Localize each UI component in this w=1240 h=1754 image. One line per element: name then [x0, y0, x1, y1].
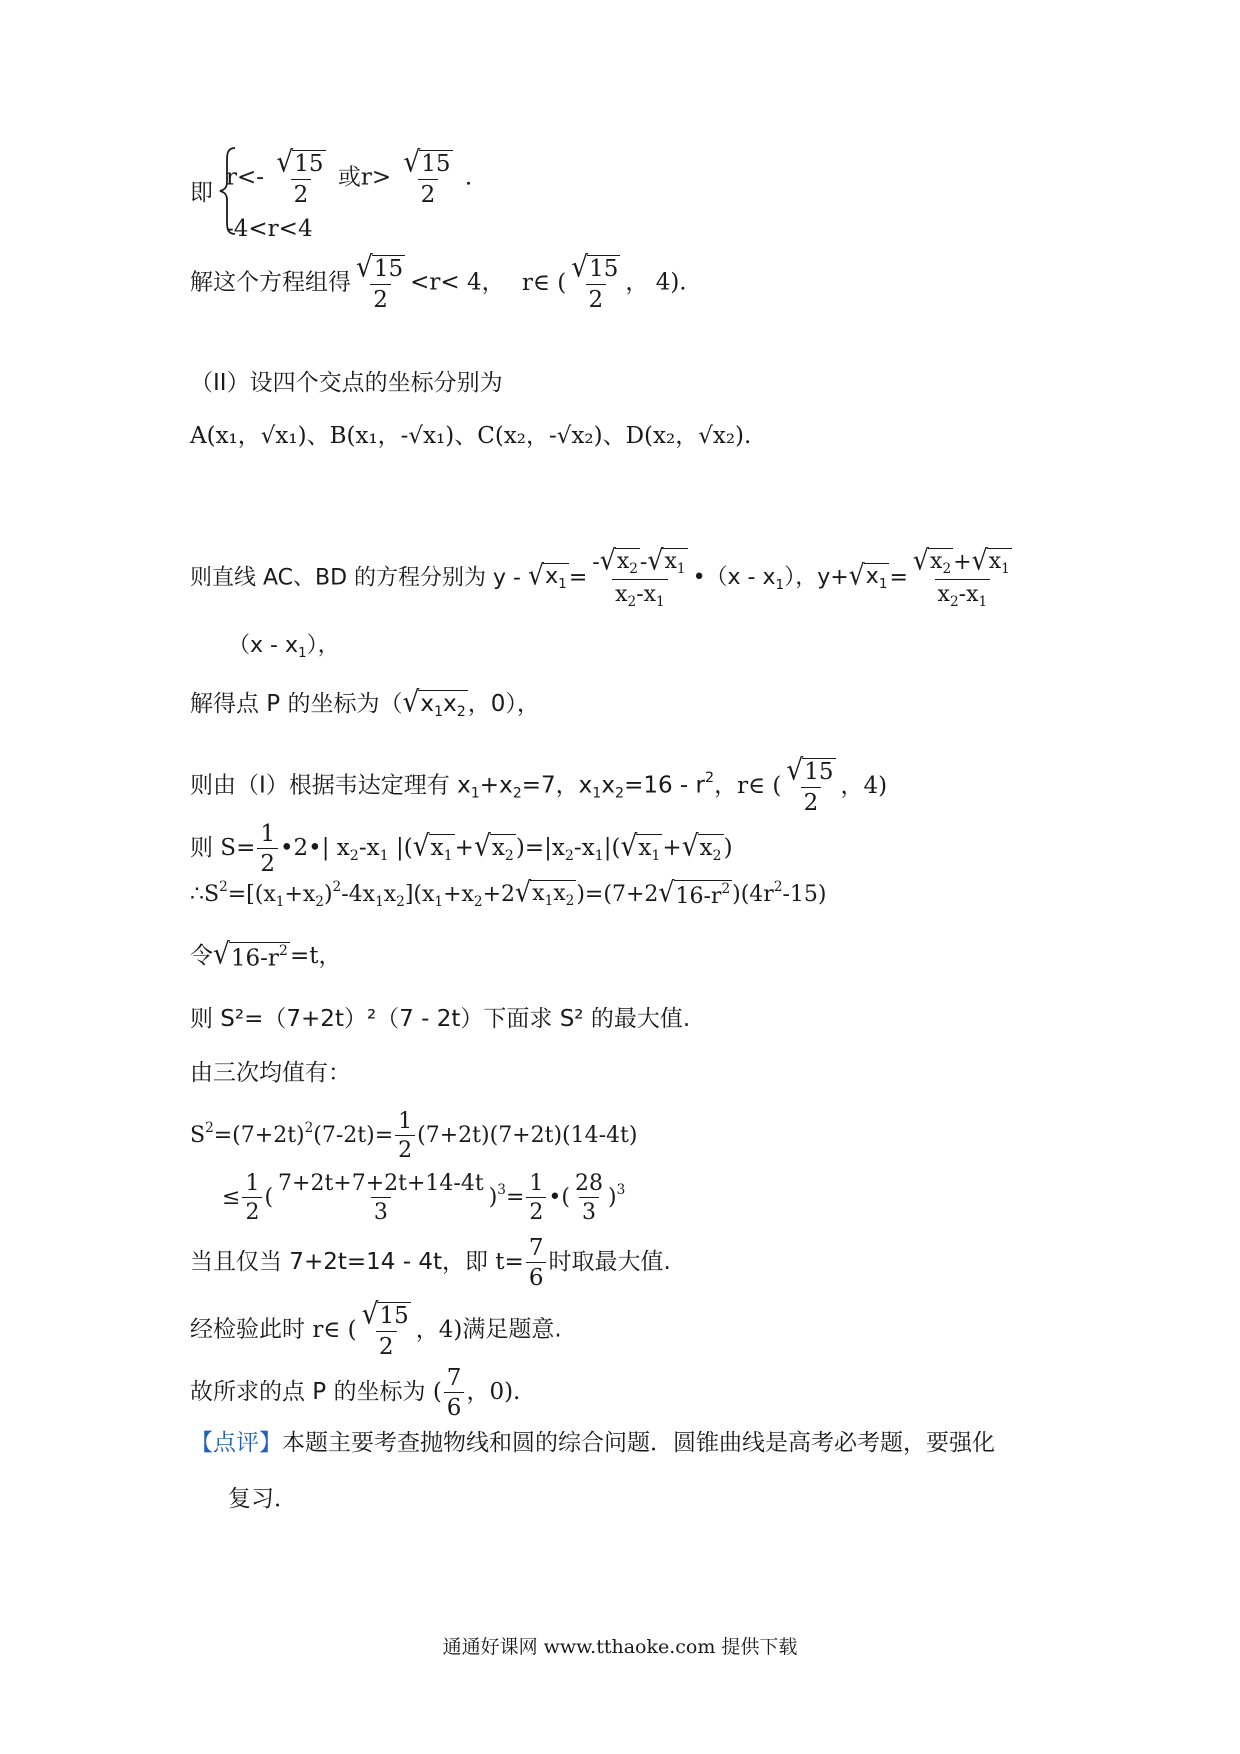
- lines-ac-bd: 则直线 AC、BD 的方程分别为 y - √ $x_1$ = - √ $x_2$ - √ $x_1$ $x_2-x_1$ •（x - $x_1$），y+ √ $x_1$ = √ $x_2$ + √ $x_1$ $x_2-x_1$: [190, 544, 1010, 610]
- amgm-step-2: ≤ $\frac{1}{2}$ ( $\frac{7+2t+7+2t+14-4t}{3}$ )$^3$= $\frac{1}{2}$ •( $\frac{28}{3}$ )$^3$: [222, 1171, 626, 1226]
- area-line: 则 S= $\frac{1}{2}$ •2•| $x_2-x_1$ |( √ $x_1$ + √ $x_2$ )$=|x_2-x_1|$( √ $x_1$ + √ $x_2$ ): [190, 821, 733, 878]
- p-coordinate: 解得点 P 的坐标为（ √ $x_1x_2$ ，0），: [190, 685, 540, 720]
- comment-cont: 复习．: [228, 1486, 297, 1512]
- check-line: 经检验此时 r∈ ( √ 15 2 ，4)满足题意.: [190, 1297, 562, 1361]
- footer: 通通好课网 www.tthaoke.com 提供下载: [442, 1636, 798, 1658]
- case-2: -4<r<4: [226, 216, 313, 242]
- solve-line: 解这个方程组得 √ 15 2 <r< 4， r∈ ( √ 15 2 ， 4).: [190, 250, 687, 314]
- case-1: r<- √ 15 2 或r> √ 15 2 .: [226, 145, 473, 209]
- comment: 【点评】本题主要考查抛物线和圆的综合问题．圆锥曲线是高考必考题，要强化: [190, 1430, 995, 1456]
- s2-in-t: 则 S²=（7+2t）²（7 - 2t）下面求 S² 的最大值.: [190, 1006, 691, 1032]
- amgm-step-1: $S^2=(7+2t)^2(7-2t)=$ $\frac{1}{2}$ (7+2t)(7+2t)(14-4t): [190, 1109, 638, 1164]
- lines-ac-bd-cont: $(x - x_1)$，: [228, 633, 340, 661]
- area-squared: $\therefore S^2=[(x_1+x_2)^2-4x_1x_2](x_1+x_2+2$ √ $x_1x_2$ )=(7+2 √ $16-r^2$ )$(4r^2-15)$: [190, 876, 827, 910]
- comment-tag: 【点评】: [190, 1430, 282, 1456]
- equality-condition: 当且仅当 7+2t=14 - 4t，即 t= $\frac{7}{6}$ 时取最大值.: [190, 1235, 671, 1292]
- vieta-line: 则由（I）根据韦达定理有 $x_1+x_2=7$，$x_1x_2=16 - r^2$，r∈ ( √ 15 2 ，4): [190, 753, 888, 817]
- points-line: A(x₁，√x₁)、B(x₁，-√x₁)、C(x₂，-√x₂)、D(x₂，√x₂).: [190, 423, 752, 449]
- amgm-intro: 由三次均值有：: [190, 1060, 351, 1086]
- case-label: 即: [190, 180, 213, 206]
- part2-title: （II）设四个交点的坐标分别为: [190, 370, 503, 396]
- substitution: 令 √ $16-r^2$ =t，: [190, 937, 342, 972]
- answer-line: 故所求的点 P 的坐标为 ( $\frac{7}{6}$ ，0).: [190, 1365, 521, 1422]
